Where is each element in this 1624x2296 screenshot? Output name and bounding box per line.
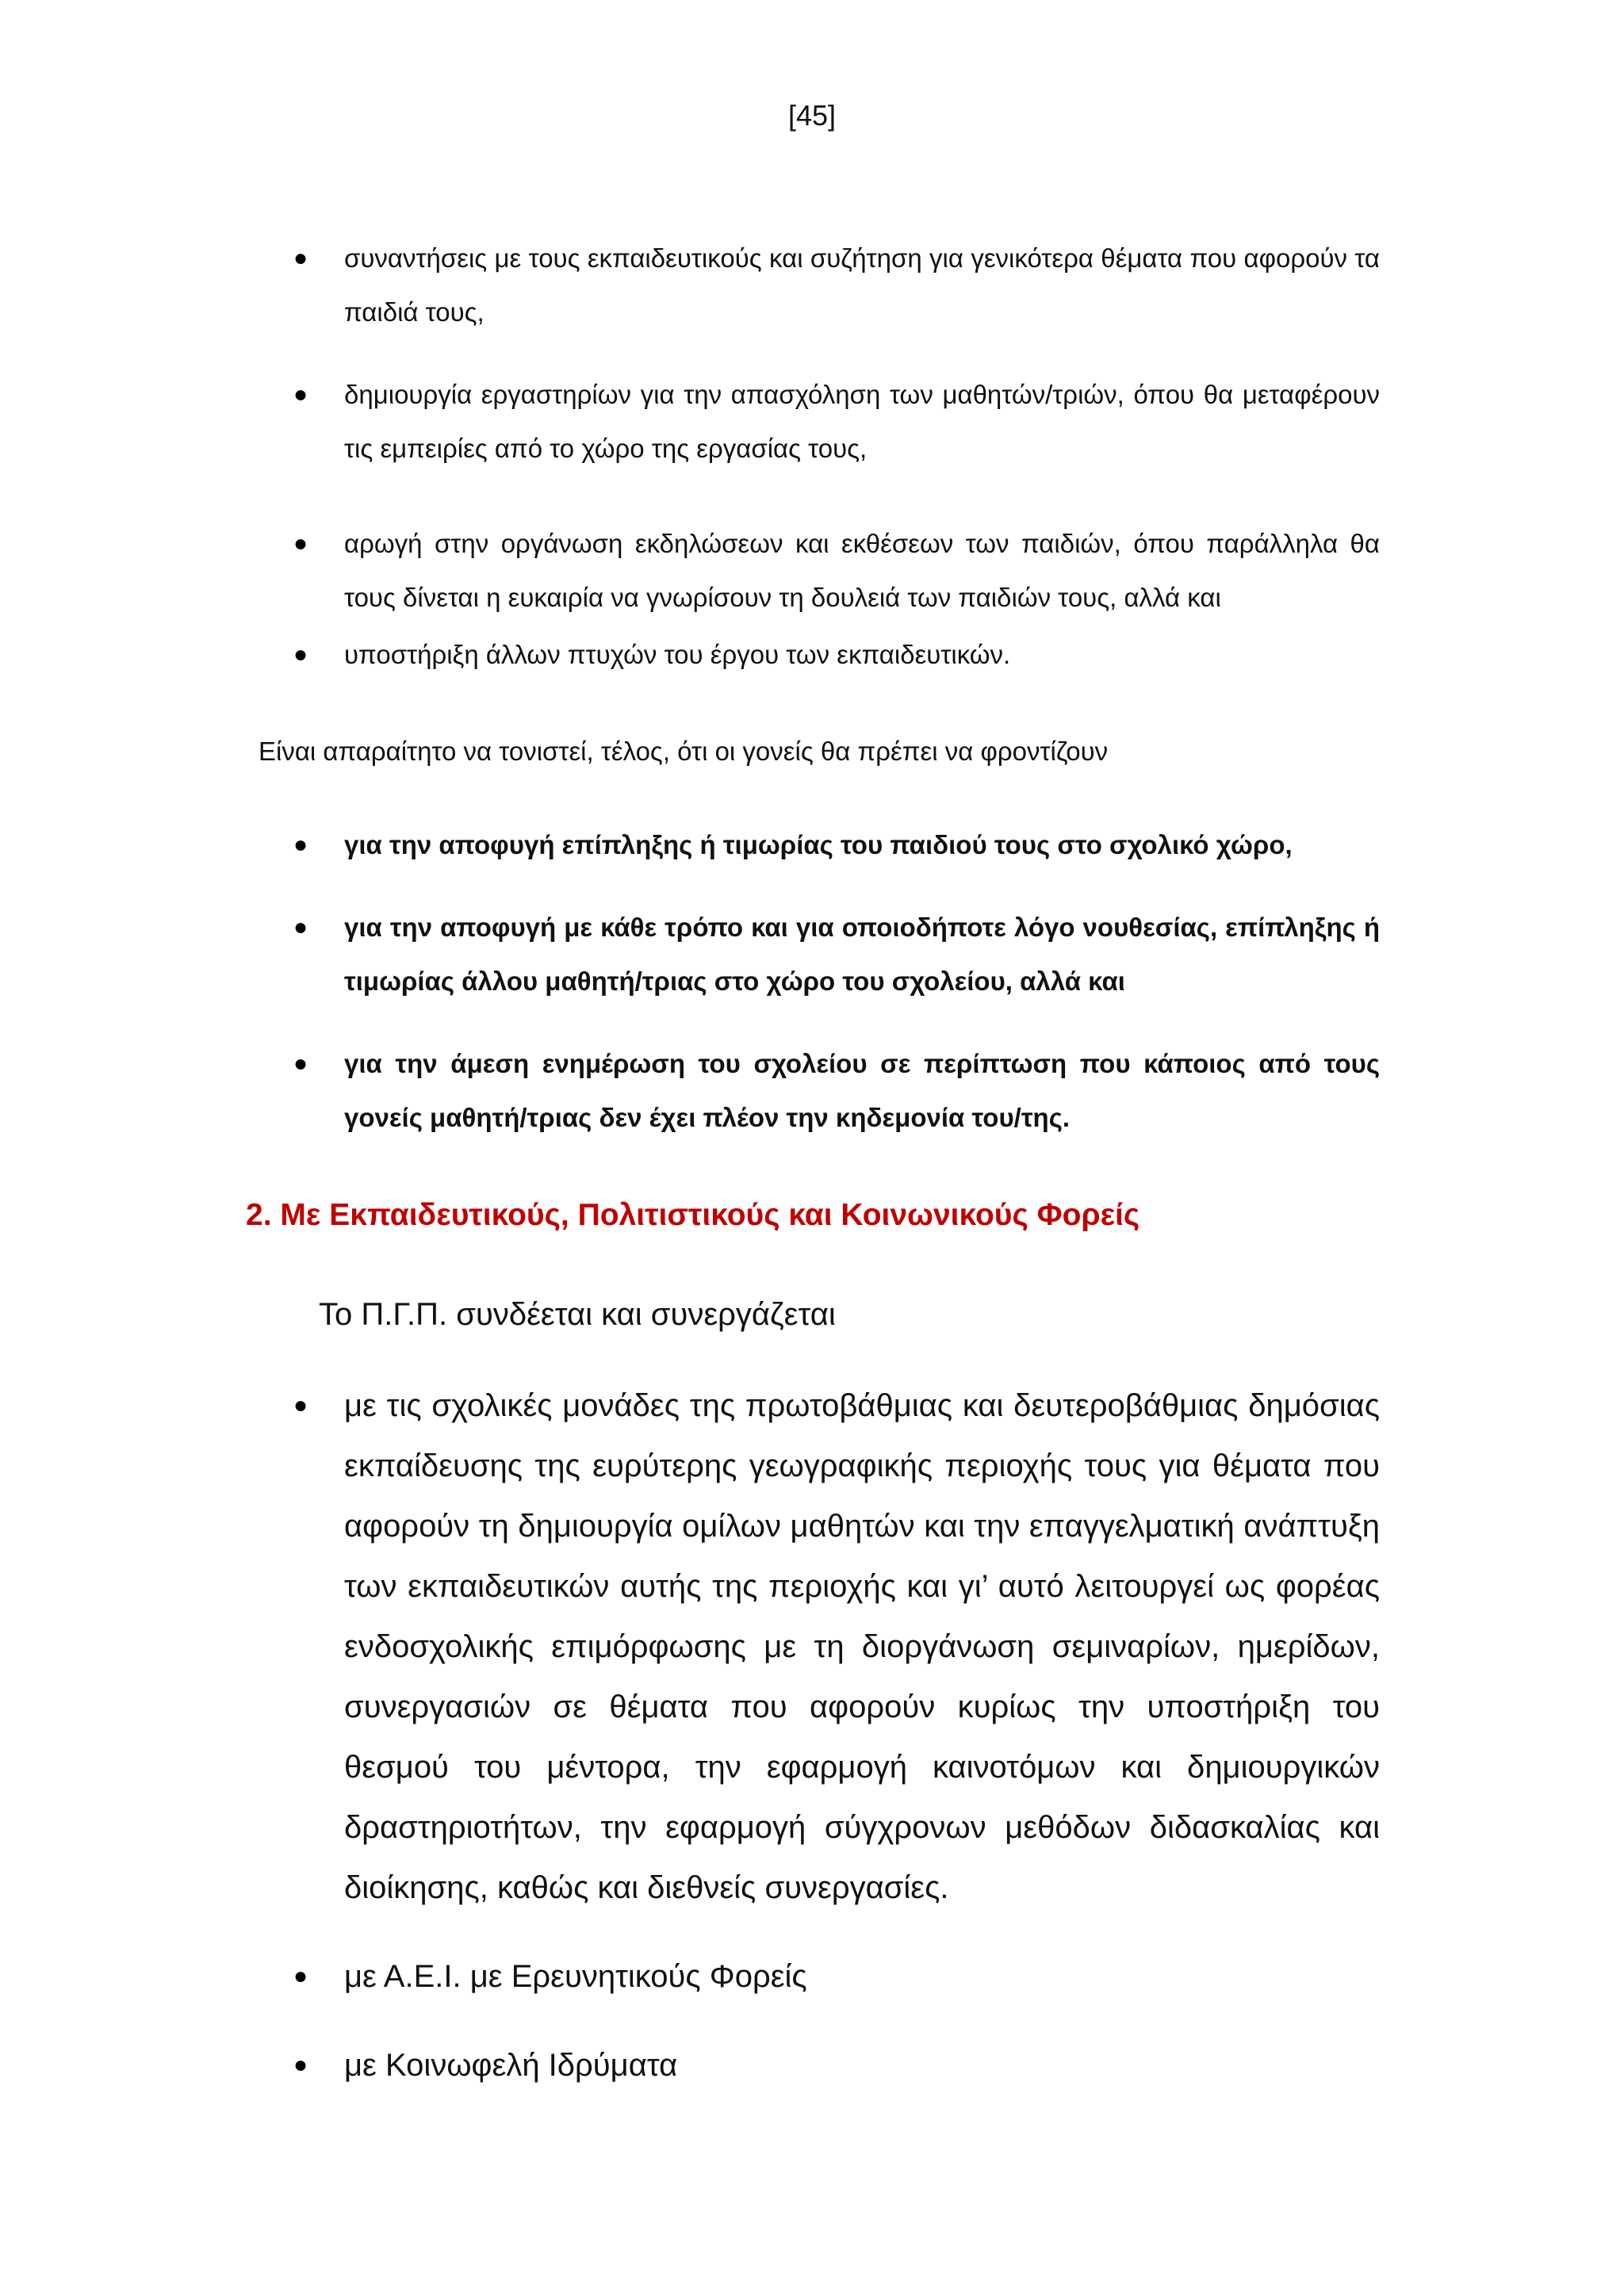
bullet-icon: ●: [293, 914, 308, 940]
list-item-text: δημιουργία εργαστηρίων για την απασχόληση των μαθητών/τριών, όπου θα μεταφέρουν τις εμπειρίες από το χώρο της εργασίας τους,: [344, 380, 1380, 463]
bullet-icon: ●: [293, 1392, 308, 1418]
page-number: [45]: [787, 99, 837, 132]
list-item: [246, 628, 1380, 682]
bullet-icon: ●: [293, 641, 308, 668]
section-intro: Το Π.Γ.Π. συνδέεται και συνεργάζεται: [319, 1297, 836, 1332]
collaboration-list: [246, 1376, 1380, 2095]
list-item-text: για την άμεση ενημέρωση του σχολείου σε περίπτωση που κάποιος από τους γονείς μαθητή/τριας δεν έχει πλέον την κηδεμονία του/της.: [344, 1049, 1380, 1132]
parent-obligations-list: [246, 818, 1380, 1145]
bullet-icon: ●: [293, 832, 308, 858]
list-item: [246, 517, 1380, 625]
list-item-text: συναντήσεις με τους εκπαιδευτικούς και συζήτηση για γενικότερα θέματα που αφορούν τα παιδιά τους,: [344, 243, 1380, 327]
bullet-icon: ●: [293, 1050, 308, 1077]
list-item: [246, 1037, 1380, 1145]
list-item-text: με τις σχολικές μονάδες της πρωτοβάθμιας και δευτεροβάθμιας δημόσιας εκπαίδευσης της ευρύτερης γεωγραφικής περιοχής τους για θέματα που αφορούν τη δημιουργία ομίλων μαθητών και την επαγγελματική ανάπτυξη των εκπαιδευτικών αυτής της περιοχής και γι’ αυτό λειτουργεί ως φορέας ενδοσχολικής επιμόρφωσης με τη διοργάνωση σεμιναρίων, ημερίδων, συνεργασιών σε θέματα που αφορούν κυρίως την υποστήριξη του θεσμού του μέντορα, την εφαρμογή καινοτόμων και δημιουργικών δραστηριοτήτων, την εφαρμογή σύγχρονων μεθόδων διδασκαλίας και διοίκησης, καθώς και διεθνείς συνεργασίες.: [344, 1388, 1380, 1905]
list-item: [246, 368, 1380, 476]
list-item-text: για την αποφυγή επίπληξης ή τιμωρίας του παιδιού τους στο σχολικό χώρο,: [344, 830, 1293, 859]
bullet-icon: ●: [293, 381, 308, 408]
parents-intro-paragraph: Είναι απαραίτητο να τονιστεί, τέλος, ότι οι γονείς θα πρέπει να φροντίζουν: [259, 737, 1109, 766]
list-item: [246, 1946, 1380, 2007]
list-item-text: με Α.Ε.Ι. με Ερευνητικούς Φορείς: [344, 1959, 807, 1994]
list-item: [246, 232, 1380, 339]
list-item: [246, 901, 1380, 1008]
bullet-icon: ●: [293, 2052, 308, 2078]
bullet-icon: ●: [293, 1963, 308, 1989]
list-item-text: υποστήριξη άλλων πτυχών του έργου των εκπαιδευτικών.: [344, 640, 1011, 669]
section-heading: 2. Με Εκπαιδευτικούς, Πολιτιστικούς και Κοινωνικούς Φορείς: [246, 1198, 1140, 1232]
list-item-text: με Κοινωφελή Ιδρύματα: [344, 2048, 678, 2083]
bullet-icon: ●: [293, 245, 308, 271]
list-item: [246, 818, 1380, 872]
parent-activities-list: [246, 232, 1380, 682]
bullet-icon: ●: [293, 530, 308, 557]
list-item-text: για την αποφυγή με κάθε τρόπο και για οποιοδήποτε λόγο νουθεσίας, επίπληξης ή τιμωρίας άλλου μαθητή/τριας στο χώρο του σχολείου, αλλά και: [344, 913, 1380, 996]
list-item: [246, 1376, 1380, 1918]
list-item: [246, 2035, 1380, 2095]
list-item-text: αρωγή στην οργάνωση εκδηλώσεων και εκθέσεων των παιδιών, όπου παράλληλα θα τους δίνεται η ευκαιρία να γνωρίσουν τη δουλειά των παιδιών τους, αλλά και: [344, 529, 1380, 612]
